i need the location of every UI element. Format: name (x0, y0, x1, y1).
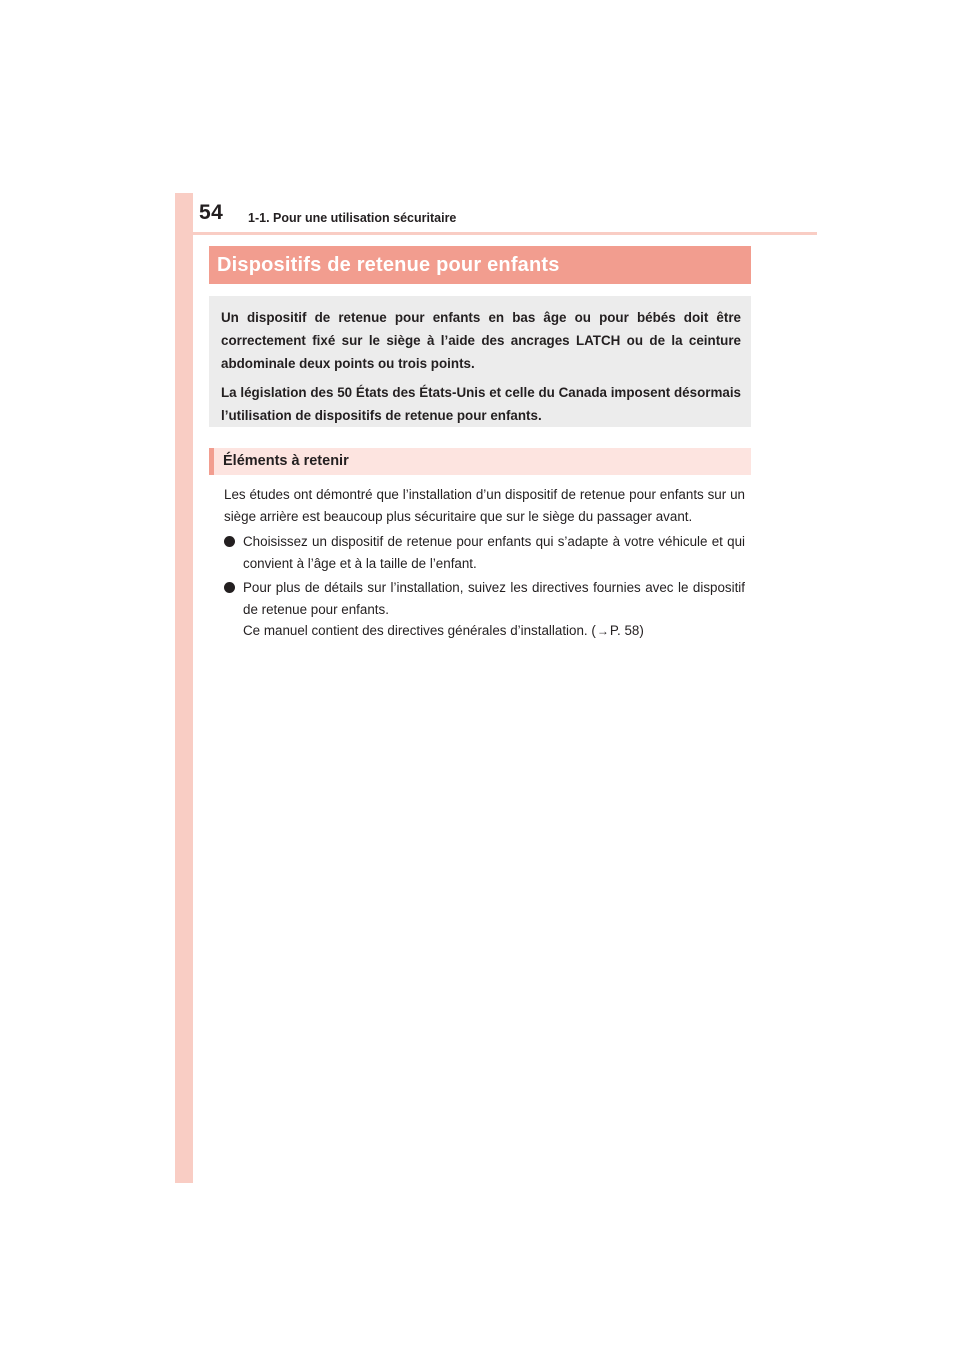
subsection-title: Éléments à retenir (223, 453, 349, 469)
reference-line (243, 620, 745, 643)
body-paragraph: Les études ont démontré que l’installation d’un dispositif de retenue pour enfants sur un siège arrière est beaucoup plus sécuritaire que sur le siège du passager avant. (224, 487, 745, 524)
subsection-body (224, 484, 745, 643)
subsection-accent (209, 448, 214, 475)
list-item (224, 577, 745, 643)
running-head: 1-1. Pour une utilisation sécuritaire (248, 211, 457, 225)
list-item (224, 531, 745, 574)
arrow-right-icon: → (596, 624, 609, 638)
side-margin-strip (175, 193, 193, 1183)
section-title-bar (209, 246, 751, 284)
page-reference-link[interactable]: P. 58) (609, 623, 644, 638)
reference-prefix: Ce manuel contient des directives générales d’installation. ( (243, 623, 596, 638)
page-number: 54 (199, 201, 224, 224)
section-title: Dispositifs de retenue pour enfants (217, 254, 560, 276)
bullet-text: Pour plus de détails sur l’installation, suivez les directives fournies avec le dispositif de retenue pour enfants. (243, 580, 745, 617)
header-rule (175, 232, 817, 235)
bullet-dot-icon (224, 582, 235, 593)
subsection-heading-bar (209, 448, 751, 475)
intro-paragraph-2: La législation des 50 États des États-Unis et celle du Canada imposent désormais l’utilisation de dispositifs de retenue pour enfants. (221, 385, 741, 423)
bullet-text: Choisissez un dispositif de retenue pour enfants qui s’adapte à votre véhicule et qui convient à l’âge et à la taille de l’enfant. (243, 534, 745, 571)
bullet-dot-icon (224, 536, 235, 547)
intro-box (209, 296, 751, 427)
intro-paragraph-1: Un dispositif de retenue pour enfants en bas âge ou pour bébés doit être correctement fixé sur le siège à l’aide des ancrages LATCH ou de la ceinture abdominale deux points ou trois points. (221, 310, 741, 371)
